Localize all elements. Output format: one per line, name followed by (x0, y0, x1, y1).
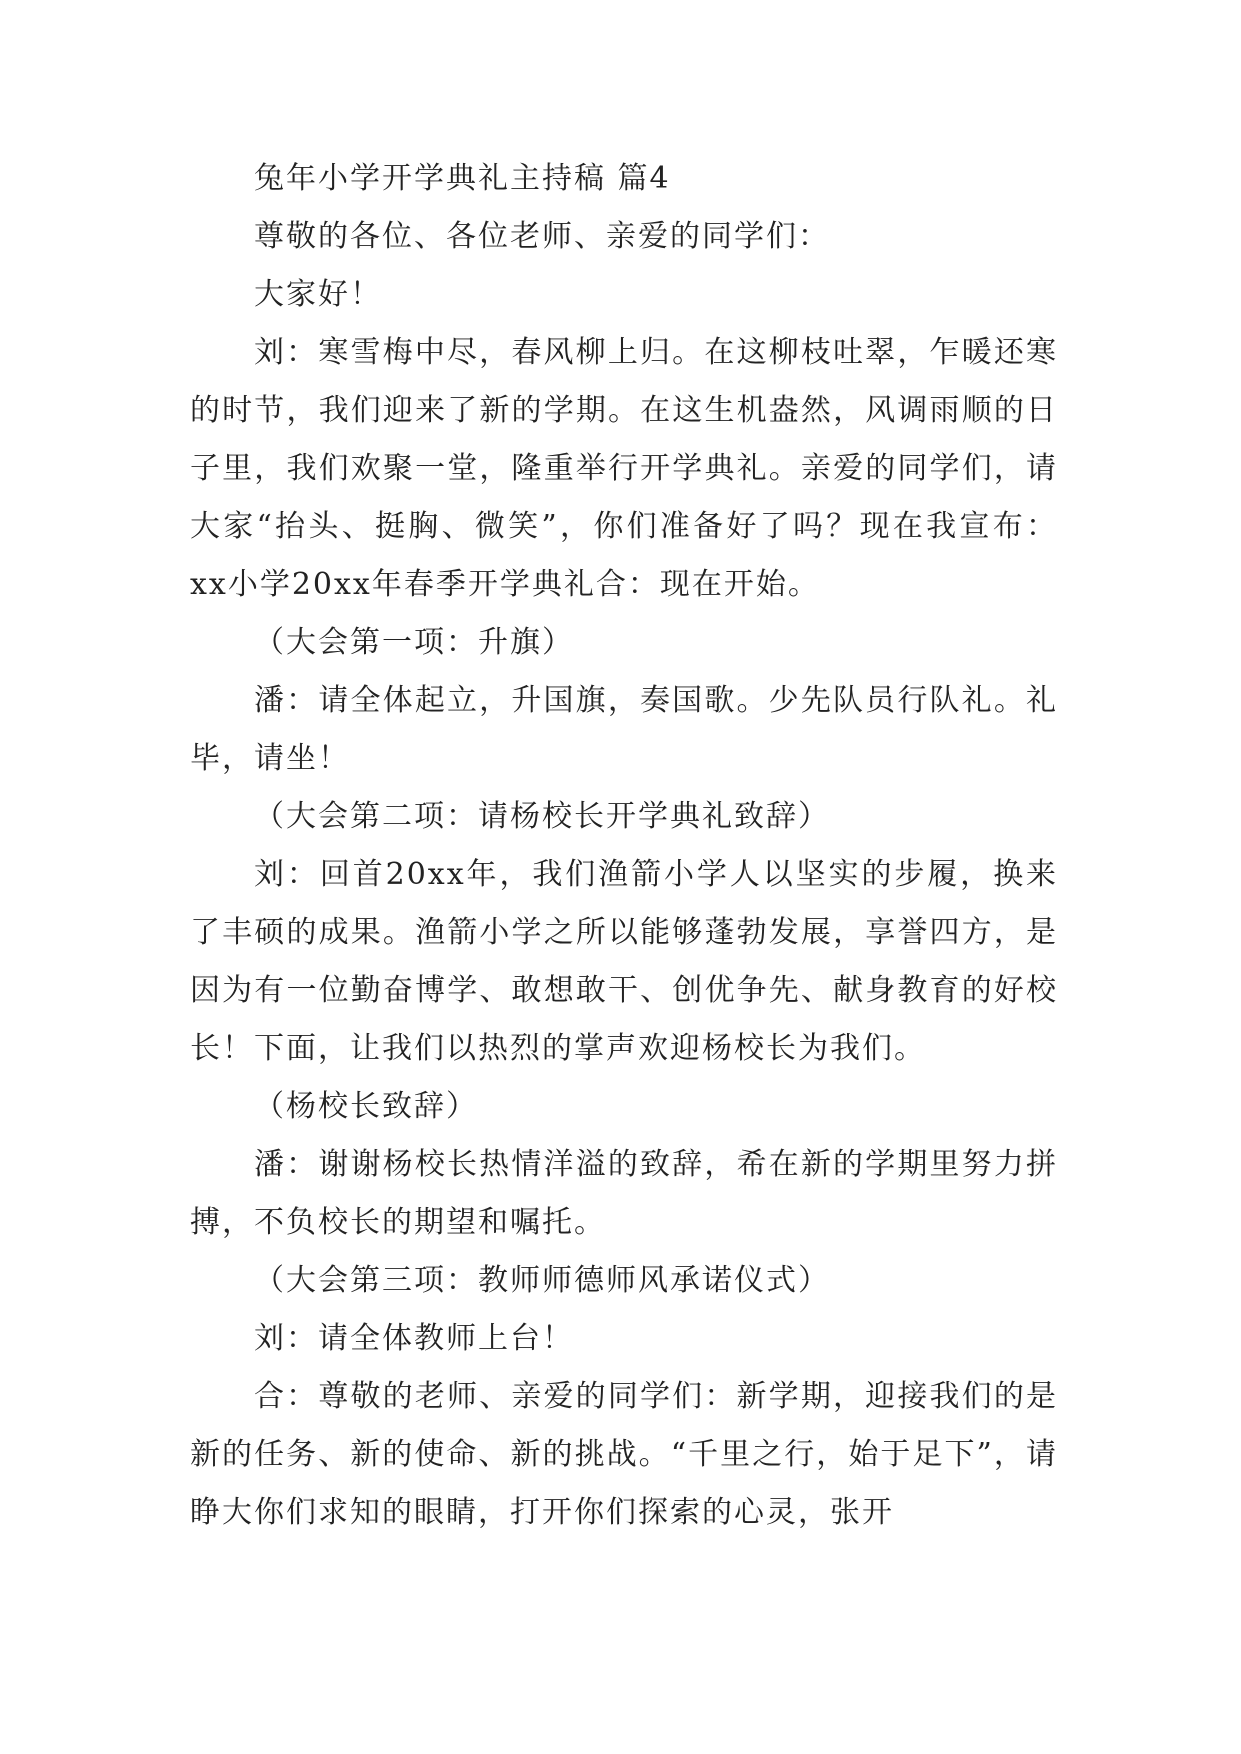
opening-hello: 大家好！ (254, 277, 382, 312)
agenda-principal-speech: （杨校长致辞） (254, 1089, 478, 1124)
agenda-item-1: （大会第一项：升旗） (254, 625, 574, 660)
agenda-item-2: （大会第二项：请杨校长开学典礼致辞） (254, 799, 830, 834)
document-title: 兔年小学开学典礼主持稿 篇4 (254, 161, 671, 196)
paragraph-liu-teachers: 刘：请全体教师上台！ (254, 1321, 574, 1356)
paragraph-liu-principal-intro: 刘：回首20xx年，我们渔箭小学人以坚实的步履，换来了丰硕的成果。渔箭小学之所以能够蓬勃发展，享誉四方，是因为有一位勤奋博学、敢想敢干、创优争先、献身教育的好校长！下面，让我们以热烈的掌声欢迎杨校长为我们。 (190, 857, 1058, 1066)
document-body (190, 150, 1058, 1542)
paragraph-pan-thanks: 潘：谢谢杨校长热情洋溢的致辞，希在新的学期里努力拼搏，不负校长的期望和嘱托。 (190, 1147, 1058, 1240)
paragraph-pan-flag: 潘：请全体起立，升国旗，奏国歌。少先队员行队礼。礼毕，请坐！ (190, 683, 1058, 776)
paragraph-joint-address: 合：尊敬的老师、亲爱的同学们：新学期，迎接我们的是新的任务、新的使命、新的挑战。“千里之行，始于足下”，请睁大你们求知的眼睛，打开你们探索的心灵，张开 (190, 1379, 1058, 1530)
agenda-item-3: （大会第三项：教师师德师风承诺仪式） (254, 1263, 830, 1298)
paragraph-liu-opening: 刘：寒雪梅中尽，春风柳上归。在这柳枝吐翠，乍暖还寒的时节，我们迎来了新的学期。在这生机盎然，风调雨顺的日子里，我们欢聚一堂，隆重举行开学典礼。亲爱的同学们，请大家“抬头、挺胸、微笑”，你们准备好了吗？现在我宣布：xx小学20xx年春季开学典礼合：现在开始。 (190, 335, 1058, 602)
greeting-line: 尊敬的各位、各位老师、亲爱的同学们： (254, 219, 830, 254)
